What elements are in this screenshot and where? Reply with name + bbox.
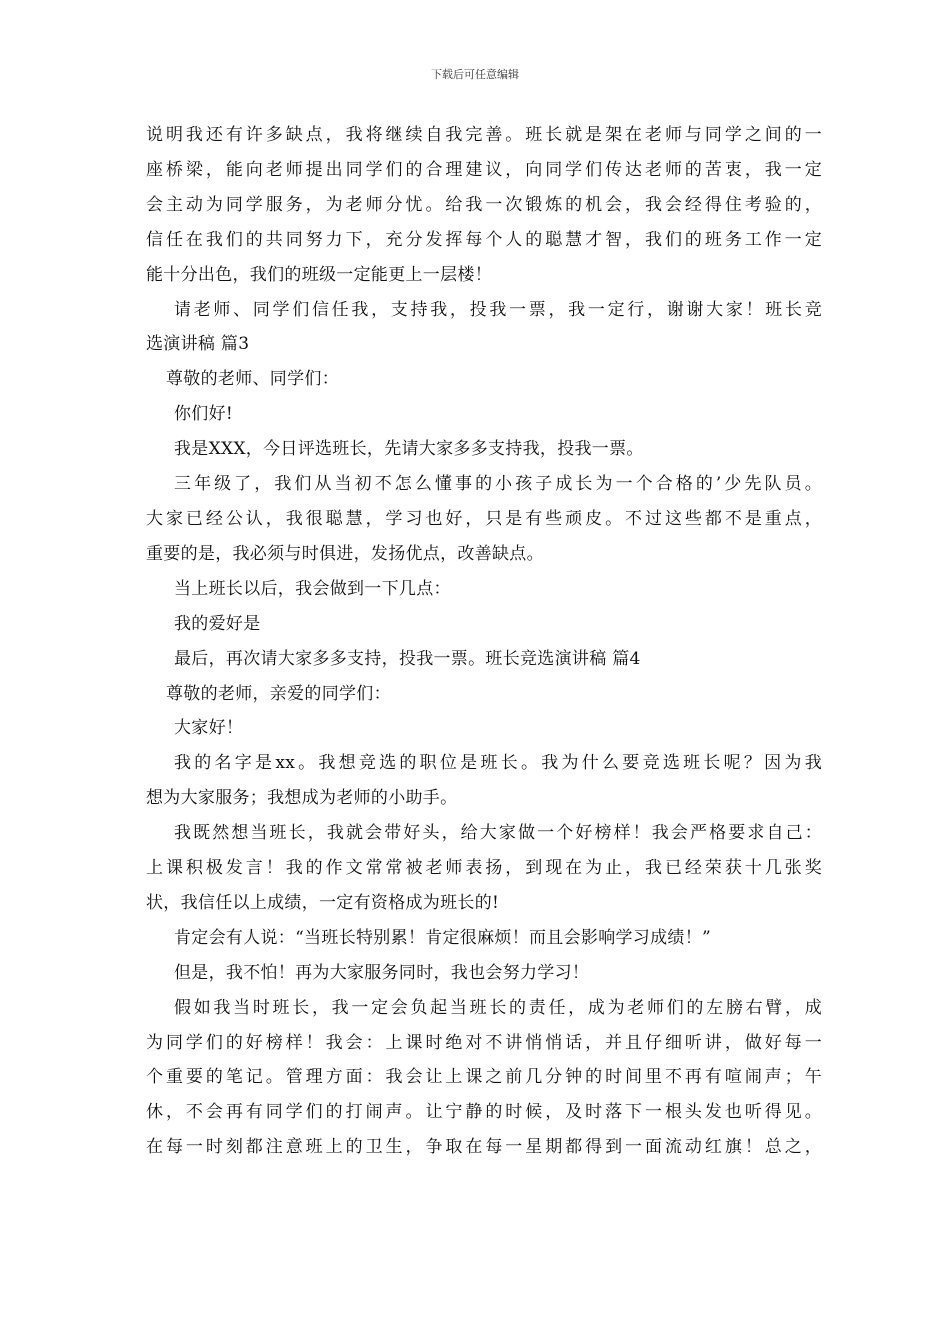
text-line: 大家好！ [174, 718, 244, 739]
text-line: 尊敬的老师，亲爱的同学们： [166, 683, 391, 704]
document-body [146, 118, 822, 1165]
text-line: 休，不会再有同学们的打闹声。让宁静的时候，及时落下一根头发也听得见。 [146, 1102, 822, 1123]
text-line: 尊敬的老师、同学们： [166, 369, 339, 390]
text-line: 肯定会有人说：“当班长特别累！肯定很麻烦！而且会影响学习成绩！” [174, 927, 711, 948]
text-line: 个重要的笔记。管理方面：我会让上课之前几分钟的时间里不再有喧闹声；午 [146, 1067, 822, 1088]
text-line: 在每一时刻都注意班上的卫生，争取在每一星期都得到一面流动红旗！总之， [146, 1137, 822, 1158]
text-line: 选演讲稿 篇3 [146, 334, 250, 355]
text-line: 座桥梁，能向老师提出同学们的合理建议，向同学们传达老师的苦衷，我一定 [146, 159, 822, 180]
text-line: 状，我信任以上成绩，一定有资格成为班长的! [146, 892, 500, 913]
text-line: 想为大家服务；我想成为老师的小助手。 [146, 788, 458, 809]
text-line: 上课积极发言！我的作文常常被老师表扬，到现在为止，我已经荣获十几张奖 [146, 858, 822, 879]
text-line: 但是，我不怕！再为大家服务同时，我也会努力学习！ [174, 962, 590, 983]
text-line: 会主动为同学服务，为老师分忧。给我一次锻炼的机会，我会经得住考验的， [146, 194, 822, 215]
text-line: 能十分出色，我们的班级一定能更上一层楼！ [146, 264, 492, 285]
text-line: 信任在我们的共同努力下，充分发挥每个人的聪慧才智，我们的班务工作一定 [146, 229, 822, 250]
text-line: 我的名字是xx。我想竞选的职位是班长。我为什么要竞选班长呢？因为我 [174, 753, 822, 774]
text-line: 请老师、同学们信任我，支持我，投我一票，我一定行，谢谢大家！班长竞 [174, 299, 822, 320]
text-line: 说明我还有许多缺点，我将继续自我完善。班长就是架在老师与同学之间的一 [146, 125, 822, 145]
text-line: 最后，再次请大家多多支持，投我一票。班长竞选演讲稿 篇4 [174, 648, 641, 669]
text-line: 为同学们的好榜样！我会：上课时绝对不讲悄悄话，并且仔细听讲，做好每一 [146, 1032, 822, 1053]
text-line: 我的爱好是 [174, 613, 261, 634]
page-header: 下载后可任意编辑 [431, 68, 519, 81]
text-line: 我既然想当班长，我就会带好头，给大家做一个好榜样！我会严格要求自己： [174, 823, 822, 844]
text-line: 三年级了，我们从当初不怎么懂事的小孩子成长为一个合格的’少先队员。 [174, 474, 822, 495]
text-line: 当上班长以后，我会做到一下几点： [174, 578, 451, 599]
text-line: 你们好! [174, 404, 234, 425]
text-line: 假如我当时班长，我一定会负起当班长的责任，成为老师们的左膀右臂，成 [174, 997, 822, 1018]
text-line: 重要的是，我必须与时俱进，发扬优点，改善缺点。 [146, 543, 544, 564]
text-line: 我是XXX，今日评选班长，先请大家多多支持我，投我一票。 [174, 439, 644, 460]
text-line: 大家已经公认，我很聪慧，学习也好，只是有些顽皮。不过这些都不是重点， [146, 508, 822, 529]
